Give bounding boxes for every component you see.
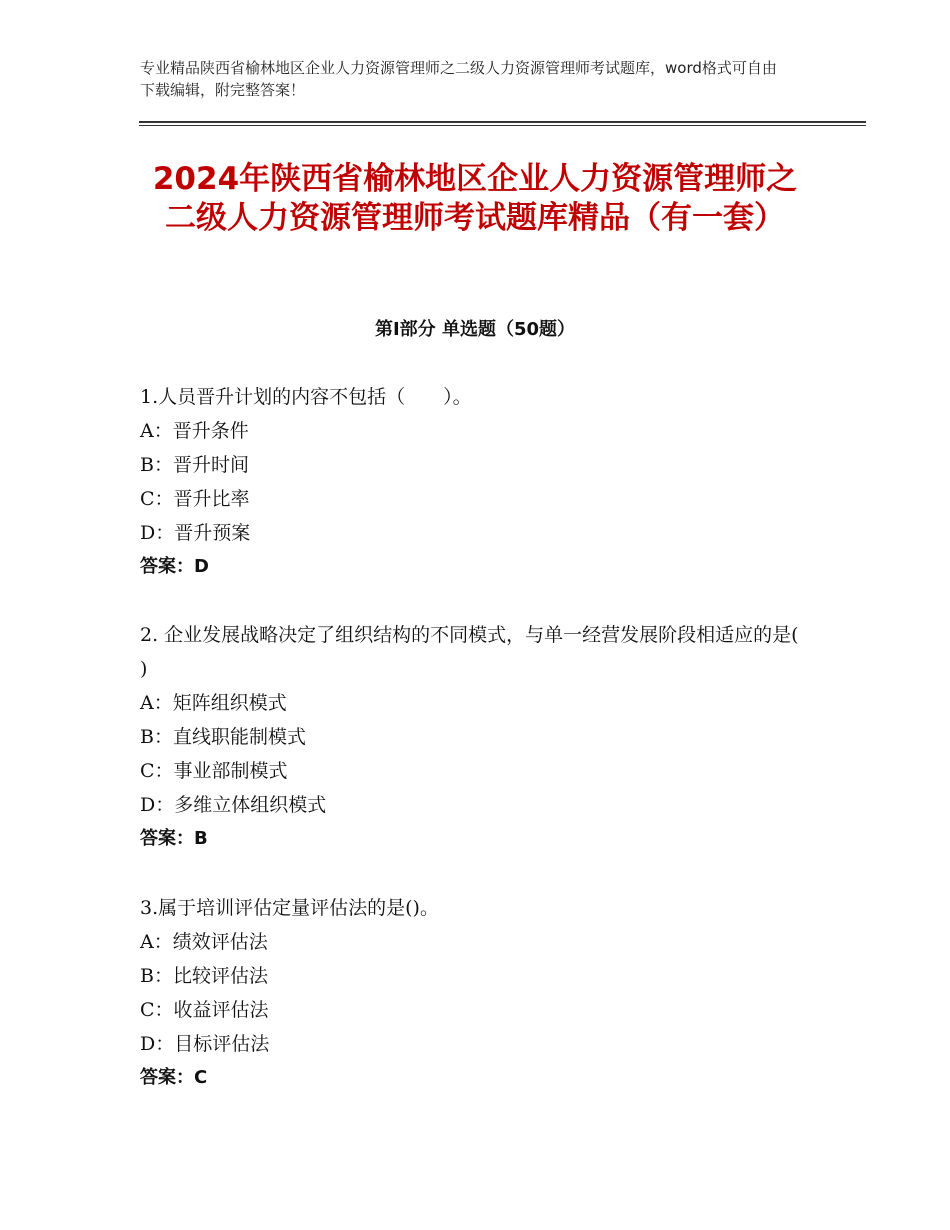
option-a: A：绩效评估法 <box>140 931 268 953</box>
header-note: 专业精品陕西省榆林地区企业人力资源管理师之二级人力资源管理师考试题库，word格式可自由下载编辑，附完整答案！ <box>140 59 777 99</box>
option-d: D：多维立体组织模式 <box>140 794 327 816</box>
option-c: C：晋升比率 <box>140 488 250 510</box>
question-stem: 3.属于培训评估定量评估法的是()。 <box>140 897 439 919</box>
question-block <box>140 618 810 856</box>
option-b: B：直线职能制模式 <box>140 726 306 748</box>
option-d: D：晋升预案 <box>140 522 251 544</box>
question-block <box>140 380 810 584</box>
option-c: C：收益评估法 <box>140 999 269 1021</box>
option-b: B：比较评估法 <box>140 965 268 987</box>
section-heading: 第Ⅰ部分 单选题（50题） <box>374 319 575 340</box>
answer-line: 答案：D <box>140 556 209 577</box>
answer-line: 答案：C <box>140 1067 208 1088</box>
option-a: A：晋升条件 <box>140 420 249 442</box>
option-a: A：矩阵组织模式 <box>140 692 287 714</box>
option-b: B：晋升时间 <box>140 454 249 476</box>
option-c: C：事业部制模式 <box>140 760 288 782</box>
question-block <box>140 891 810 1095</box>
question-stem: 1.人员晋升计划的内容不包括（ ）。 <box>140 386 472 408</box>
document-title: 2024年陕西省榆林地区企业人力资源管理师之二级人力资源管理师考试题库精品（有一套） <box>152 161 798 236</box>
header-rule-thick <box>139 121 866 123</box>
option-d: D：目标评估法 <box>140 1033 270 1055</box>
answer-line: 答案：B <box>140 828 208 849</box>
question-stem: 2. 企业发展战略决定了组织结构的不同模式，与单一经营发展阶段相适应的是( ) <box>140 624 799 680</box>
header-rule-thin <box>139 125 866 126</box>
